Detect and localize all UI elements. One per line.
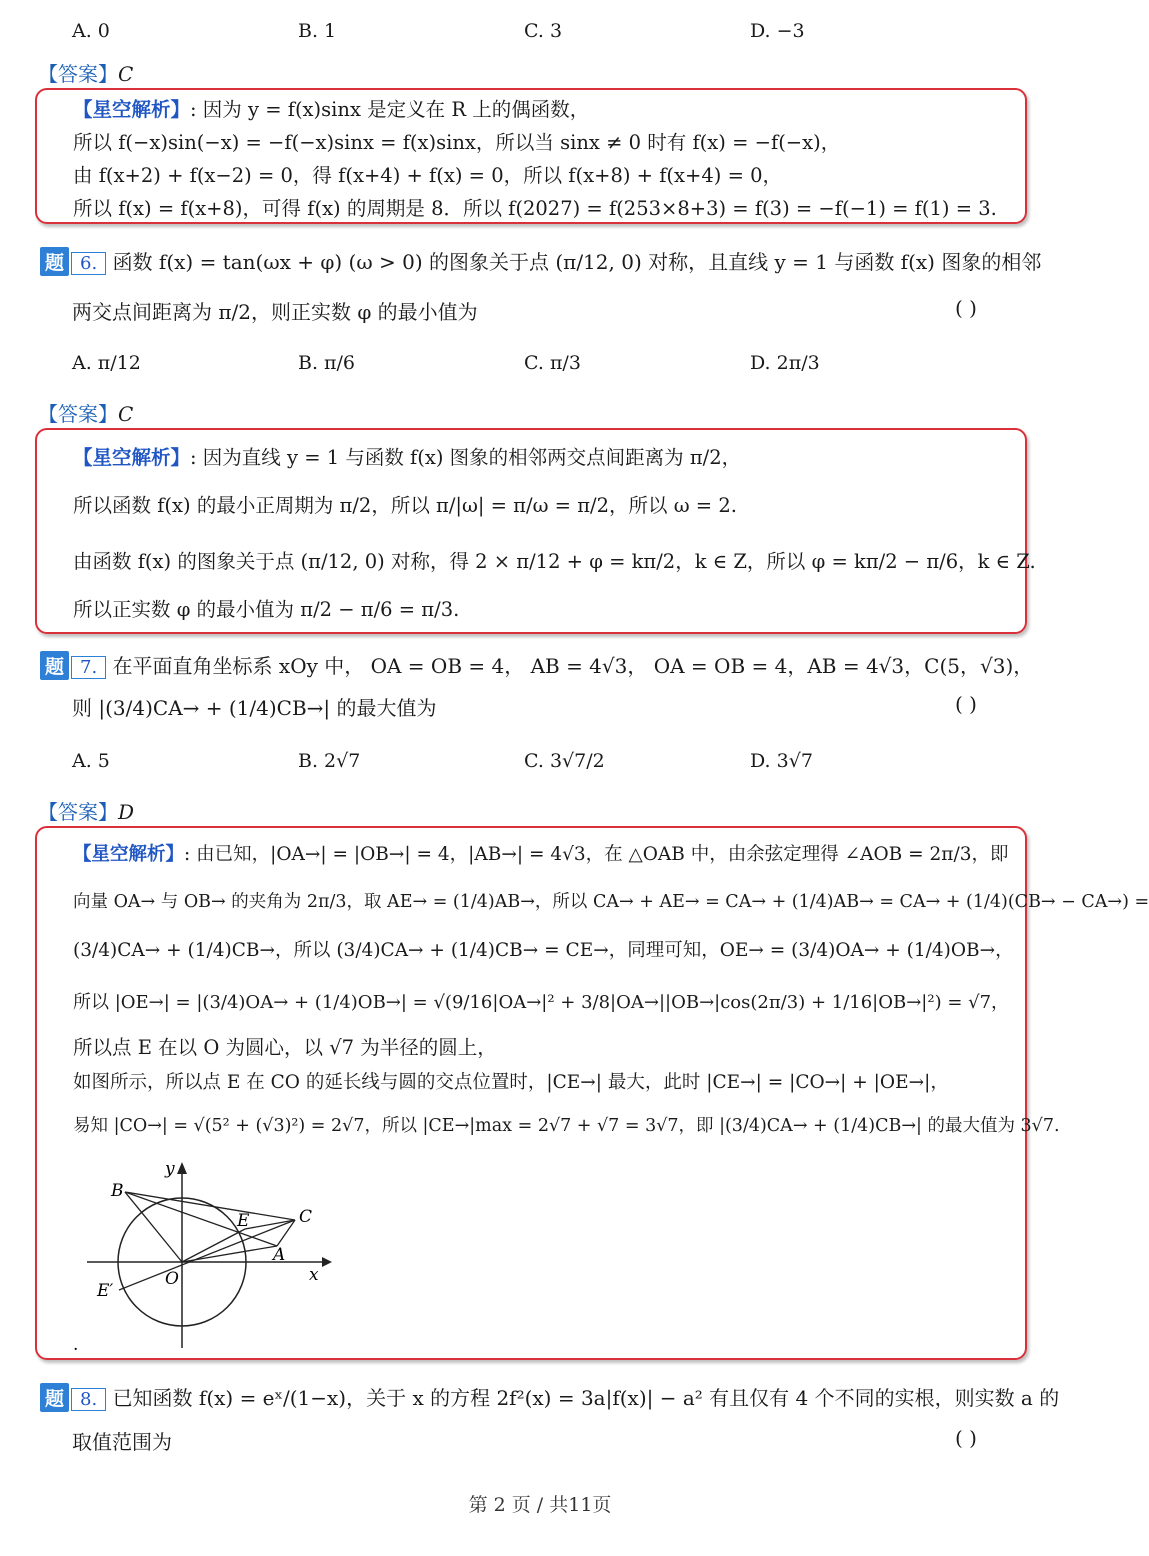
question-tag: 题 bbox=[40, 1383, 69, 1412]
solution-line: 所以 |OE→| = |(3/4)OA→ + (1/4)OB→| = √(9/16|OA→|² + 3/8|OA→||OB→|cos(2π/3) + 1/16|OB→|²) = √7， bbox=[73, 992, 1010, 1013]
vector-diagram bbox=[73, 1158, 337, 1355]
q6-option-c: C. π/3 bbox=[524, 352, 581, 374]
x-axis-arrow bbox=[322, 1257, 332, 1267]
q7-option-d: D. 3√7 bbox=[750, 750, 813, 772]
solution-line: 所以正实数 φ 的最小值为 π/2 − π/6 = π/3. bbox=[73, 598, 460, 621]
solution-line: 易知 |CO→| = √(5² + (√3)²) = 2√7，所以 |CE→|max = 2√7 + √7 = 3√7，即 |(3/4)CA→ + (1/4)CB→| 的最大值为 3√7. bbox=[73, 1116, 1060, 1136]
solution-line: 所以点 E 在以 O 为圆心，以 √7 为半径的圆上， bbox=[73, 1036, 497, 1059]
label-x: x bbox=[309, 1265, 319, 1285]
label-O: O bbox=[165, 1269, 179, 1289]
label-A: A bbox=[273, 1245, 286, 1265]
q8-header bbox=[40, 1382, 1059, 1412]
trailing-dot: . bbox=[73, 1335, 79, 1355]
solution-label: 【星空解析】 bbox=[73, 446, 191, 469]
q7-text-line2: 则 |(3/4)CA→ + (1/4)CB→| 的最大值为 bbox=[72, 696, 437, 720]
answer-value: C bbox=[118, 62, 134, 86]
answer-value: C bbox=[118, 402, 134, 426]
solution-line: 【星空解析】: 由已知，|OA→| = |OB→| = 4，|AB→| = 4√3，在 △OAB 中，由余弦定理得 ∠AOB = 2π/3，即 bbox=[73, 844, 1009, 865]
solution-line: 所以 f(−x)sin(−x) = −f(−x)sinx = f(x)sinx，所以当 sinx ≠ 0 时有 f(x) = −f(−x)， bbox=[73, 131, 841, 154]
q8-text-line1: 已知函数 f(x) = eˣ/(1−x)，关于 x 的方程 2f²(x) = 3a|f(x)| − a² 有且仅有 4 个不同的实根，则实数 a 的 bbox=[112, 1386, 1060, 1410]
solution-line: 由 f(x+2) + f(x−2) = 0，得 f(x+4) + f(x) = 0，所以 f(x+8) + f(x+4) = 0， bbox=[73, 164, 783, 187]
q8-text-line2: 取值范围为 bbox=[72, 1430, 172, 1454]
segment-CE-prime bbox=[119, 1220, 295, 1290]
q6-solution-box bbox=[35, 428, 1036, 634]
solution-line: 由函数 f(x) 的图象关于点 (π/12, 0) 对称，得 2 × π/12 + φ = kπ/2，k ∈ Z，所以 φ = kπ/2 − π/6，k ∈ Z. bbox=[73, 550, 1036, 573]
q6-text-line1: 函数 f(x) = tan(ωx + φ) (ω > 0) 的图象关于点 (π/12, 0) 对称，且直线 y = 1 与函数 f(x) 图象的相邻 bbox=[112, 250, 1042, 274]
label-E: E bbox=[237, 1211, 250, 1231]
solution-line: 向量 OA→ 与 OB→ 的夹角为 2π/3，取 AE→ = (1/4)AB→，所以 CA→ + AE→ = CA→ + (1/4)AB→ = CA→ + (1/4)(CB→ − CA→) = bbox=[73, 892, 1149, 912]
q7-answer bbox=[38, 796, 134, 825]
question-number: 8. bbox=[71, 1388, 106, 1411]
label-B: B bbox=[111, 1181, 124, 1201]
q6-option-d: D. 2π/3 bbox=[750, 352, 820, 374]
solution-line: 所以 f(x) = f(x+8)，可得 f(x) 的周期是 8．所以 f(2027) = f(253×8+3) = f(3) = −f(−1) = f(1) = 3. bbox=[73, 197, 997, 220]
q5-option-c: C. 3 bbox=[524, 20, 563, 42]
answer-label: 【答案】 bbox=[38, 800, 118, 824]
q5-option-d: D. −3 bbox=[750, 20, 805, 42]
q5-answer bbox=[38, 58, 133, 87]
solution-label: 【星空解析】 bbox=[73, 844, 185, 865]
page-footer: 第 2 页 / 共11页 bbox=[468, 1494, 612, 1516]
q6-answer bbox=[38, 398, 133, 427]
question-tag: 题 bbox=[40, 651, 69, 680]
segment-EC bbox=[245, 1220, 295, 1229]
q7-header bbox=[40, 650, 1033, 680]
q6-option-b: B. π/6 bbox=[298, 352, 356, 374]
q7-solution-box bbox=[35, 826, 1149, 1360]
q7-option-b: B. 2√7 bbox=[298, 750, 361, 772]
label-y: y bbox=[165, 1159, 175, 1179]
q6-option-a: A. π/12 bbox=[72, 352, 141, 374]
q7-option-a: A. 5 bbox=[72, 750, 110, 772]
answer-value: D bbox=[118, 800, 135, 824]
q7-text-line1: 在平面直角坐标系 xOy 中， OA = OB = 4， AB = 4√3， OA = OB = 4，AB = 4√3，C(5，√3)， bbox=[112, 654, 1034, 678]
solution-line: 【星空解析】: 因为直线 y = 1 与函数 f(x) 图象的相邻两交点间距离为 π/2， bbox=[73, 446, 742, 469]
q7-option-c: C. 3√7/2 bbox=[524, 750, 605, 772]
answer-label: 【答案】 bbox=[38, 402, 118, 426]
q7-answer-paren: ( ) bbox=[955, 692, 977, 716]
label-E-prime: E′ bbox=[97, 1281, 114, 1301]
q8-answer-paren: ( ) bbox=[955, 1426, 977, 1450]
answer-label: 【答案】 bbox=[38, 62, 118, 86]
solution-line: (3/4)CA→ + (1/4)CB→，所以 (3/4)CA→ + (1/4)CB→ = CE→，同理可知，OE→ = (3/4)OA→ + (1/4)OB→， bbox=[73, 940, 1014, 961]
q6-header bbox=[40, 246, 1041, 276]
question-tag: 题 bbox=[40, 247, 69, 276]
solution-line: 【星空解析】: 因为 y = f(x)sinx 是定义在 R 上的偶函数， bbox=[73, 98, 590, 121]
q5-option-a: A. 0 bbox=[72, 20, 110, 42]
solution-line: 所以函数 f(x) 的最小正周期为 π/2，所以 π/|ω| = π/ω = π/2，所以 ω = 2. bbox=[73, 494, 737, 517]
q5-option-b: B. 1 bbox=[298, 20, 337, 42]
q6-text-line2: 两交点间距离为 π/2，则正实数 φ 的最小值为 bbox=[72, 300, 478, 324]
y-axis-arrow bbox=[177, 1162, 187, 1174]
q6-answer-paren: ( ) bbox=[955, 296, 977, 320]
q5-solution-box bbox=[35, 88, 1027, 224]
question-number: 7. bbox=[71, 656, 106, 679]
question-number: 6. bbox=[71, 252, 106, 275]
solution-line: 如图所示，所以点 E 在 CO 的延长线与圆的交点位置时，|CE→| 最大，此时 |CE→| = |CO→| + |OE→|， bbox=[73, 1072, 949, 1093]
label-C: C bbox=[299, 1207, 313, 1227]
solution-label: 【星空解析】 bbox=[73, 98, 191, 121]
